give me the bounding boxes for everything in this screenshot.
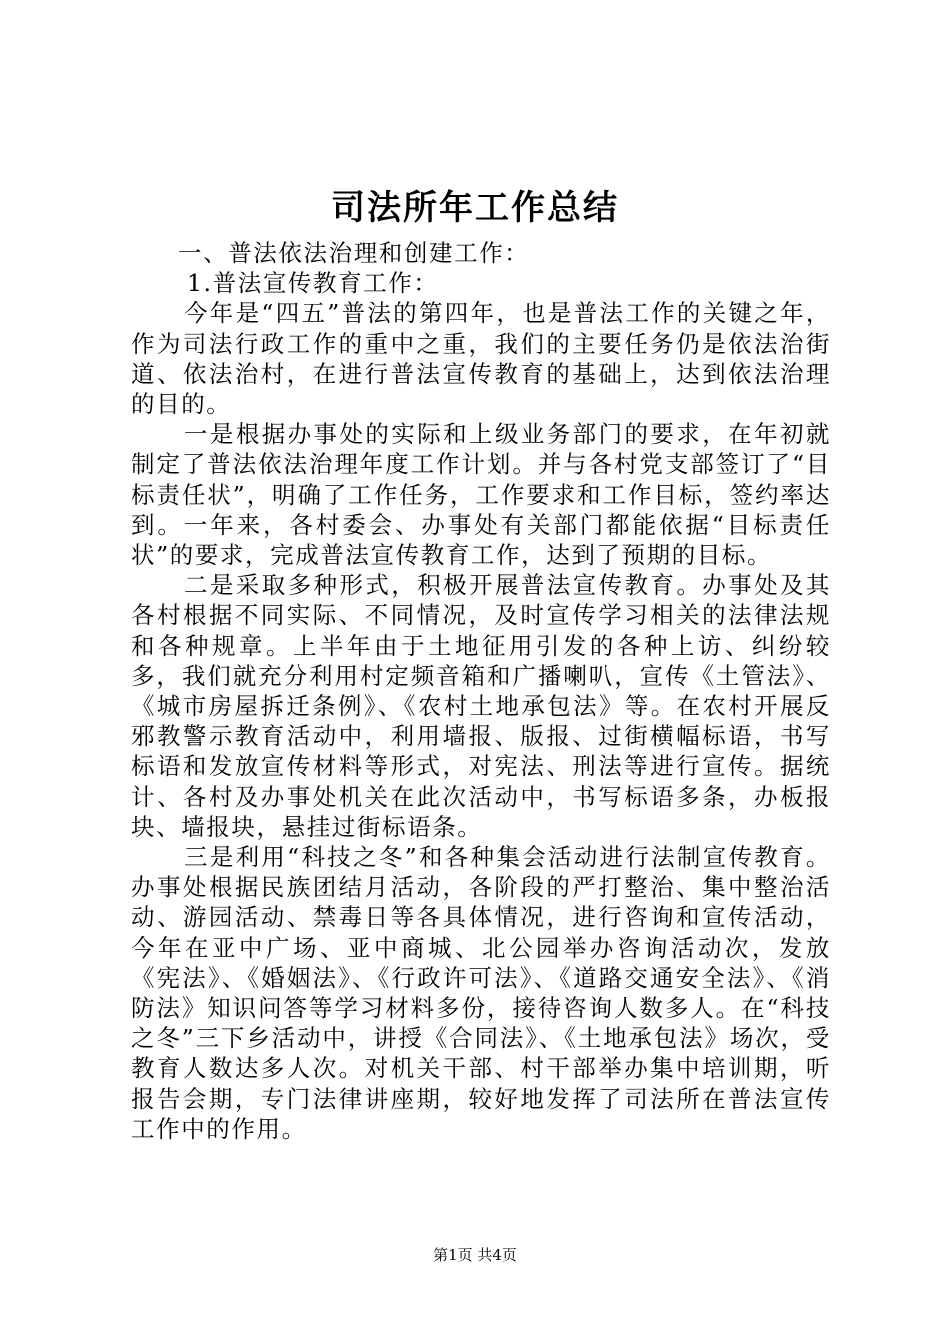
paragraph-intro: 今年是“四五”普法的第四年，也是普法工作的关键之年，作为司法行政工作的重中之重，我们的主要任务仍是依法治街道、依法治村，在进行普法宣传教育的基础上，达到依法治理的目的。 (131, 299, 831, 419)
section-heading: 一、普法依法治理和创建工作： (178, 239, 530, 267)
document-body (131, 238, 831, 1144)
page-number-footer: 第1页 共4页 (433, 1246, 517, 1264)
subsection-heading: 1.普法宣传教育工作： (187, 269, 439, 298)
document-title: 司法所年工作总结 (331, 188, 619, 228)
paragraph-point-one: 一是根据办事处的实际和上级业务部门的要求，在年初就制定了普法依法治理年度工作计划。并与各村党支部签订了“目标责任状”，明确了工作任务，工作要求和工作目标，签约率达到。一年来，各村委会、办事处有关部门都能依据“目标责任状”的要求，完成普法宣传教育工作，达到了预期的目标。 (131, 420, 831, 570)
paragraph-point-three: 三是利用“科技之冬”和各种集会活动进行法制宣传教育。办事处根据民族团结月活动，各阶段的严打整治、集中整治活动、游园活动、禁毒日等各具体情况，进行咨询和宣传活动，今年在亚中广场、亚中商城、北公园举办咨询活动次，发放《宪法》、《婚姻法》、《行政许可法》、《道路交通安全法》、《消防法》知识问答等学习材料多份，接待咨询人数多人。在“科技之冬”三下乡活动中，讲授《合同法》、《土地承包法》场次，受教育人数达多人次。对机关干部、村干部举办集中培训期，听报告会期，专门法律讲座期，较好地发挥了司法所在普法宣传工作中的作用。 (131, 843, 831, 1143)
paragraph-point-two: 二是采取多种形式，积极开展普法宣传教育。办事处及其各村根据不同实际、不同情况，及时宣传学习相关的法律法规和各种规章。上半年由于土地征用引发的各种上访、纠纷较多，我们就充分利用村定频音箱和广播喇叭，宣传《土管法》、《城市房屋拆迁条例》、《农村土地承包法》等。在农村开展反邪教警示教育活动中，利用墙报、版报、过街横幅标语，书写标语和发放宣传材料等形式，对宪法、刑法等进行宣传。据统计、各村及办事处机关在此次活动中，书写标语多条，办板报块、墙报块，悬挂过街标语条。 (131, 571, 831, 841)
